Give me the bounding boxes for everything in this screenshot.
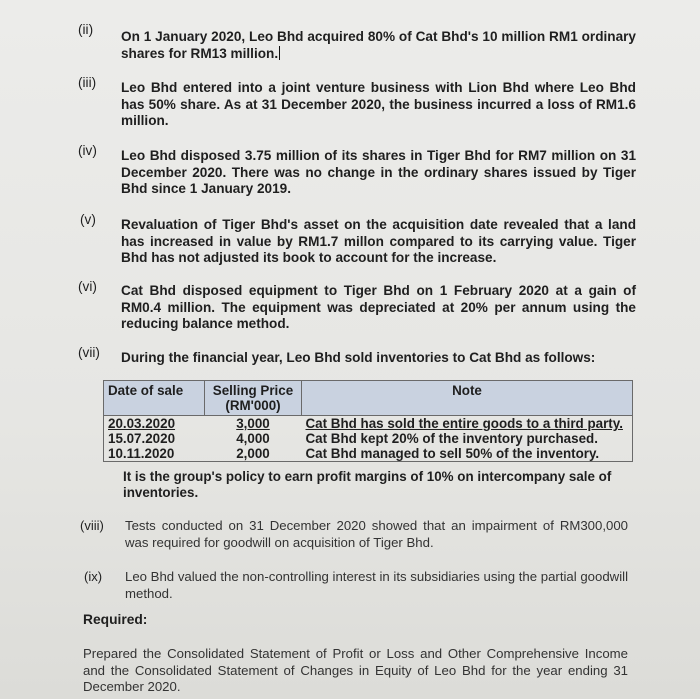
item-text: Leo Bhd valued the non-controlling interest in its subsidiaries using the partial goodwill method. xyxy=(125,569,628,601)
item-number: (vi) xyxy=(78,279,97,294)
header-price: Selling Price (RM'000) xyxy=(205,381,302,416)
table-row xyxy=(104,431,633,446)
inventory-sales-table xyxy=(103,380,633,462)
item-text: Cat Bhd disposed equipment to Tiger Bhd on 1 February 2020 at a gain of RM0.4 million. The equipment was depreciated at 20% per annum using the reducing balance method. xyxy=(121,283,636,331)
header-note: Note xyxy=(302,381,633,416)
row-price: 2,000 xyxy=(205,446,302,462)
item-text: During the financial year, Leo Bhd sold inventories to Cat Bhd as follows: xyxy=(121,350,596,365)
row-price: 3,000 xyxy=(236,416,270,431)
table-row xyxy=(104,416,633,432)
item-text-content: On 1 January 2020, Leo Bhd acquired 80% of Cat Bhd's 10 million RM1 ordinary shares for RM13 million. xyxy=(121,29,636,61)
inventory-policy-note: It is the group's policy to earn profit margins of 10% on intercompany sale of inventories. xyxy=(123,469,612,500)
item-text: Leo Bhd entered into a joint venture business with Lion Bhd where Leo Bhd has 50% share. As at 31 December 2020, the business incurred a loss of RM1.6 million. xyxy=(121,80,636,128)
item-text xyxy=(121,29,636,62)
required-text: Prepared the Consolidated Statement of Profit or Loss and Other Comprehensive Income and the Consolidated Statement of Changes in Equity of Leo Bhd for the year ending 31 December 2020. xyxy=(83,646,628,694)
row-date: 10.11.2020 xyxy=(104,446,205,462)
item-text: Tests conducted on 31 December 2020 showed that an impairment of RM300,000 was required for goodwill on acquisition of Tiger Bhd. xyxy=(125,518,628,550)
text-cursor xyxy=(279,46,280,60)
table-row xyxy=(104,446,633,462)
item-text: Revaluation of Tiger Bhd's asset on the acquisition date revealed that a land has increased in value by RM1.7 millon compared to its carrying value. Tiger Bhd has not adjusted its book to account for the increase. xyxy=(121,217,636,265)
row-note: Cat Bhd kept 20% of the inventory purchased. xyxy=(302,431,633,446)
item-number: (v) xyxy=(80,212,96,227)
item-number: (vii) xyxy=(78,345,100,360)
item-number: (iv) xyxy=(78,143,97,158)
row-date: 15.07.2020 xyxy=(104,431,205,446)
row-date: 20.03.2020 xyxy=(104,416,205,432)
item-text: Leo Bhd disposed 3.75 million of its shares in Tiger Bhd for RM7 million on 31 December 2020. There was no change in the ordinary shares issued by Tiger Bhd since 1 January 2019. xyxy=(121,148,636,196)
required-heading: Required: xyxy=(83,612,148,627)
row-note: Cat Bhd has sold the entire goods to a third party. xyxy=(302,416,633,432)
item-number: (viii) xyxy=(80,518,104,533)
row-price: 4,000 xyxy=(236,431,270,446)
item-number: (iii) xyxy=(78,75,97,90)
row-note: Cat Bhd managed to sell 50% of the inventory. xyxy=(302,446,633,462)
table-header-row xyxy=(104,381,633,416)
header-date: Date of sale xyxy=(104,381,205,416)
item-number: (ix) xyxy=(84,569,103,584)
item-number: (ii) xyxy=(78,22,94,37)
